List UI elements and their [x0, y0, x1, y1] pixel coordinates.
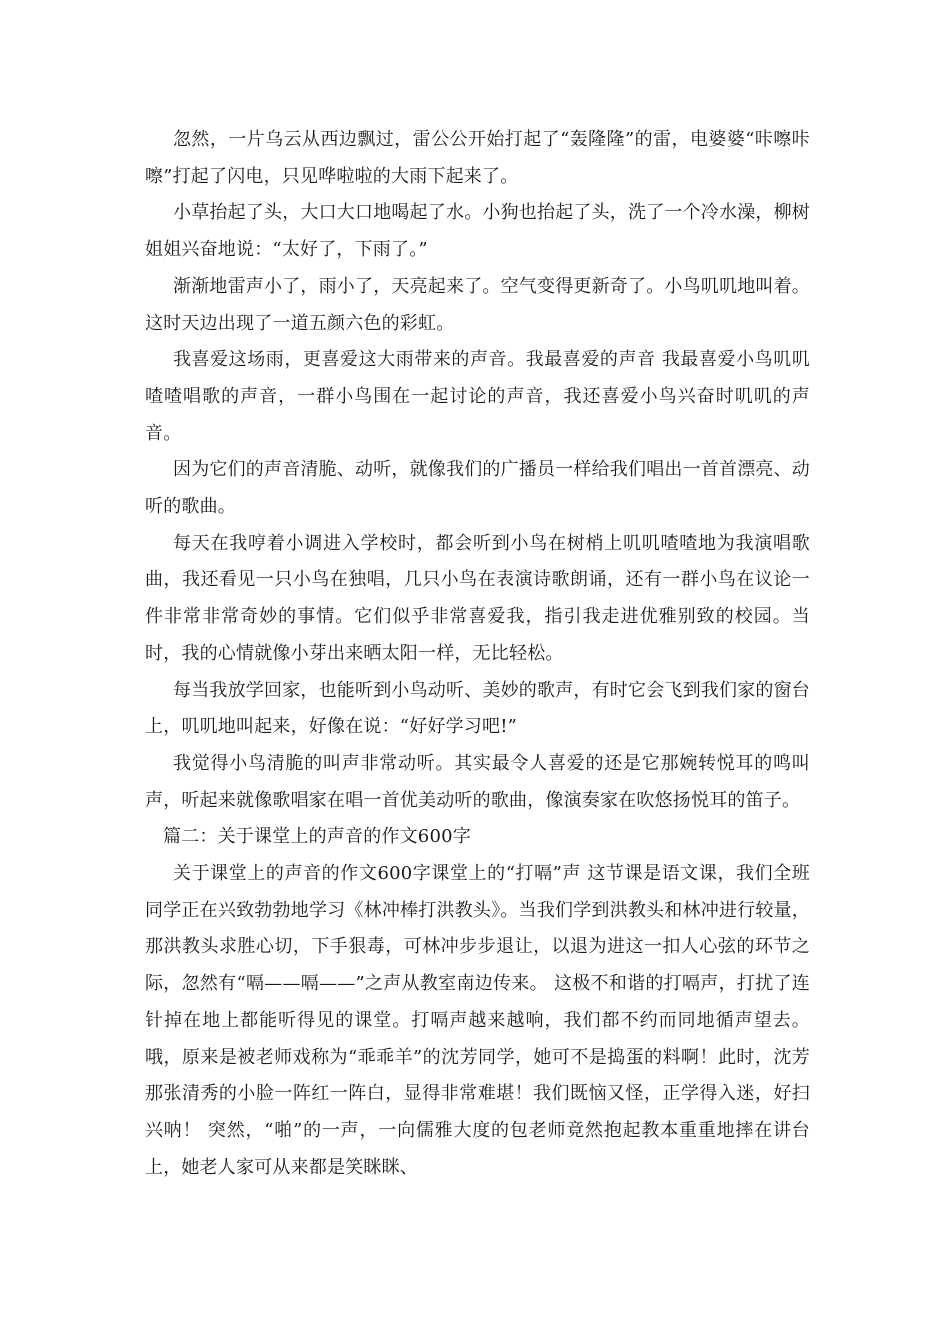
paragraph-home: 每当我放学回家，也能听到小鸟动听、美妙的歌声，有时它会飞到我们家的窗台上，叽叽地叫起来，好像在说：“好好学习吧!” [145, 679, 810, 738]
section-heading: 篇二：关于课堂上的声音的作文600字 [163, 826, 471, 848]
paragraph-conclusion: 我觉得小鸟清脆的叫声非常动听。其实最令人喜爱的还是它那婉转悦耳的鸣叫声，听起来就像歌唱家在唱一首优美动听的歌曲，像演奏家在吹悠扬悦耳的笛子。 [145, 752, 810, 811]
paragraph-storm: 忽然，一片乌云从西边飘过，雷公公开始打起了“轰隆隆”的雷，电婆婆“咔嚓咔嚓”打起了闪电，只见哗啦啦的大雨下起来了。 [145, 129, 810, 187]
paragraph-classroom: 关于课堂上的声音的作文600字课堂上的“打嗝”声 这节课是语文课，我们全班同学正在兴致勃勃地学习《林冲棒打洪教头》。当我们学到洪教头和林冲进行较量，那洪教头求胜心切，下手狠毒，可林冲步步退让，以退为进这一扣人心弦的环节之际，忽然有“嗝——嗝——”之声从教室南边传来。 这极不和谐的打嗝声，打扰了连针掉在地上都能听得见的课堂。打嗝声越来越响，我们都不约而同地循声望去。哦，原来是被老师戏称为“乖乖羊”的沈芳同学，她可不是捣蛋的料啊！此时，沈芳那张清秀的小脸一阵红一阵白，显得非常难堪！我们既恼又怪，正学得入迷，好扫兴呐！ 突然，“啪”的一声，一向儒雅大度的包老师竟然抱起教本重重地摔在讲台上，她老人家可从来都是笑眯眯、 [145, 863, 810, 1178]
document-body [145, 122, 810, 1186]
paragraph-reason: 因为它们的声音清脆、动听，就像我们的广播员一样给我们唱出一首首漂亮、动听的歌曲。 [145, 459, 810, 518]
paragraph-rainbow: 渐渐地雷声小了，雨小了，天亮起来了。空气变得更新奇了。小鸟叽叽地叫着。这时天边出现了一道五颜六色的彩虹。 [145, 275, 810, 334]
paragraph-grass: 小草抬起了头，大口大口地喝起了水。小狗也抬起了头，洗了一个冷水澡，柳树姐姐兴奋地说：“太好了，下雨了。” [145, 202, 810, 261]
paragraph-favorite-sound: 我喜爱这场雨，更喜爱这大雨带来的声音。我最喜爱的声音 我最喜爱小鸟叽叽喳喳唱歌的声音，一群小鸟围在一起讨论的声音，我还喜爱小鸟兴奋时叽叽的声音。 [145, 349, 810, 444]
paragraph-school: 每天在我哼着小调进入学校时，都会听到小鸟在树梢上叽叽喳喳地为我演唱歌曲，我还看见一只小鸟在独唱，几只小鸟在表演诗歌朗诵，还有一群小鸟在议论一件非常非常奇妙的事情。它们似乎非常喜爱我，指引我走进优雅别致的校园。当时，我的心情就像小芽出来晒太阳一样，无比轻松。 [145, 532, 810, 664]
